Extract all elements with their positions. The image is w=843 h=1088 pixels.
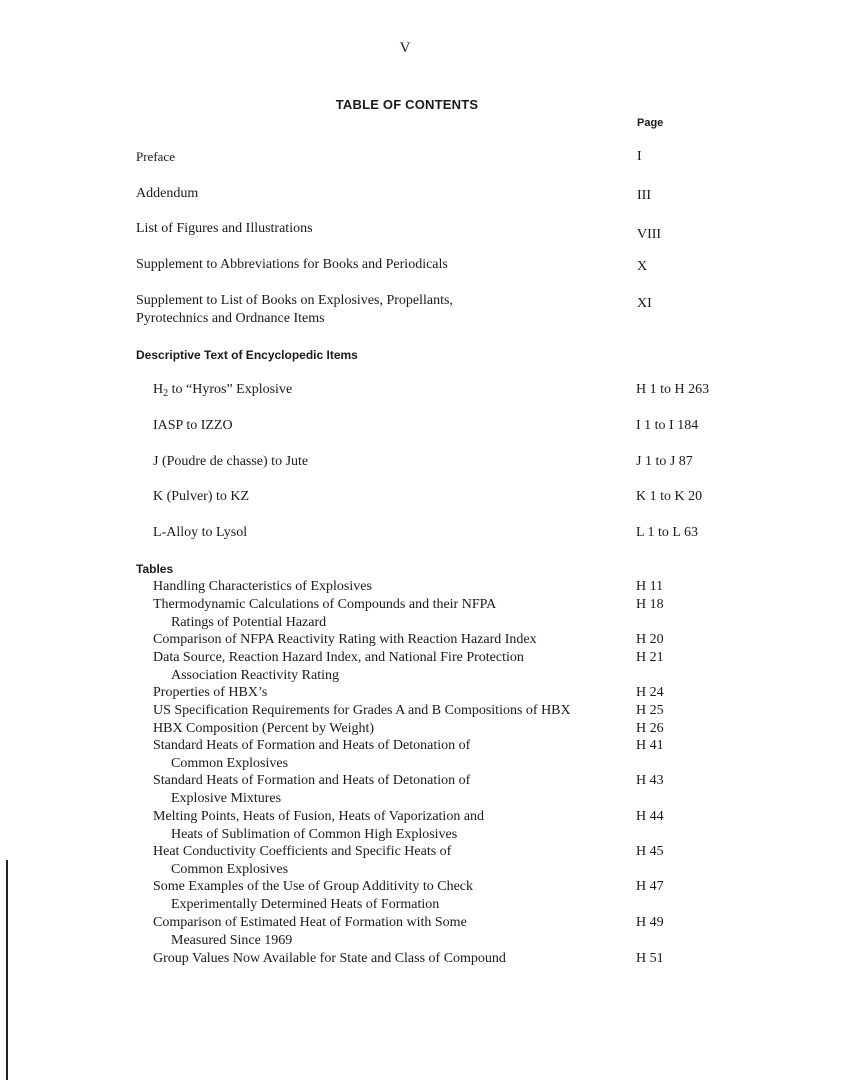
entry-label: Addendum [136,186,199,201]
table-entry [153,702,571,720]
entry-label-prefix: H [153,382,164,397]
entry-page: I [637,149,642,164]
toc-entry-supplement-abbreviations [136,256,448,274]
table-entry-page: H 47 [636,879,664,894]
entry-label-rest: to “Hyros” Explosive [168,382,293,397]
table-entry [153,808,484,843]
table-entry-title-continuation: Explosive Mixtures [171,790,282,806]
entry-label: Supplement to List of Books on Explosives, Propellants, [136,293,453,308]
table-entry [153,914,467,949]
scan-edge-line [6,860,8,1080]
entry-page: L 1 to L 63 [636,525,698,540]
toc-entry-preface [136,148,175,166]
entry-page: X [637,259,648,274]
table-entry-title-continuation: Association Reactivity Rating [171,667,339,683]
table-entry-title: Comparison of NFPA Reactivity Rating with Reaction Hazard Index [153,632,537,647]
page-column-header: Page [637,117,664,129]
table-entry [153,878,473,913]
toc-entry-j-items [153,453,308,471]
section-heading-descriptive: Descriptive Text of Encyclopedic Items [136,348,358,362]
toc-entry-l-items [153,524,247,542]
table-entry [153,843,451,878]
table-entry-title: Handling Characteristics of Explosives [153,579,372,594]
table-entry [153,596,496,631]
entry-page: J 1 to J 87 [636,454,693,469]
entry-label: L-Alloy to Lysol [153,525,248,540]
table-entry-title: HBX Composition (Percent by Weight) [153,721,375,736]
entry-label-continuation: Pyrotechnics and Ordnance Items [136,311,325,326]
table-entry-page: H 41 [636,738,664,753]
entry-label: Preface [136,149,175,164]
entry-page: I 1 to I 184 [636,418,699,433]
table-entry [153,684,267,702]
section-heading-tables: Tables [136,562,174,576]
table-entry [153,950,506,968]
table-entry-title: Thermodynamic Calculations of Compounds and their NFPA [153,597,497,612]
table-entry-page: H 51 [636,951,664,966]
table-entry-title: Properties of HBX’s [153,685,268,700]
entry-label: K (Pulver) to KZ [153,489,250,504]
table-entry [153,772,470,807]
table-entry-title: Heat Conductivity Coefficients and Specific Heats of [153,844,452,859]
table-entry-title: Some Examples of the Use of Group Additivity to Check [153,879,474,894]
table-entry-title-continuation: Ratings of Potential Hazard [171,614,327,630]
table-entry-title: Comparison of Estimated Heat of Formation with Some [153,915,467,930]
toc-entry-addendum [136,185,198,203]
table-entry-page: H 49 [636,915,664,930]
table-entry [153,737,470,772]
table-entry-title: Melting Points, Heats of Fusion, Heats of Vaporization and [153,809,485,824]
table-entry-page: H 25 [636,703,664,718]
table-entry-page: H 21 [636,650,664,665]
toc-entry-k-items [153,488,249,506]
table-entry-title: Standard Heats of Formation and Heats of Detonation of [153,773,471,788]
toc-entry-h-items [153,381,292,403]
table-entry-page: H 45 [636,844,664,859]
table-entry-page: H 11 [636,579,664,594]
entry-page: VIII [637,227,662,242]
entry-label: List of Figures and Illustrations [136,221,313,236]
toc-entry-supplement-books [136,292,453,328]
toc-entry-list-of-figures [136,220,313,238]
toc-entry-i-items [153,417,233,435]
table-entry-page: H 18 [636,597,664,612]
entry-page: H 1 to H 263 [636,382,710,397]
table-entry-title-continuation: Experimentally Determined Heats of Formation [171,896,440,912]
table-entry-page: H 43 [636,773,664,788]
table-entry [153,631,537,649]
page-number: V [399,40,411,56]
table-entry-page: H 20 [636,632,664,647]
entry-page: K 1 to K 20 [636,489,703,504]
table-entry-title-continuation: Measured Since 1969 [171,932,293,948]
entry-label: J (Poudre de chasse) to Jute [153,454,309,469]
entry-page: XI [637,296,652,311]
table-entry [153,649,524,684]
entry-label-subscript: 2 [163,388,169,399]
table-entry [153,720,374,738]
table-entry-title: Standard Heats of Formation and Heats of Detonation of [153,738,471,753]
toc-title: TABLE OF CONTENTS [335,97,479,112]
table-entry-title-continuation: Common Explosives [171,755,289,771]
table-entry-page: H 44 [636,809,664,824]
entry-page: III [637,188,651,203]
table-entry-title-continuation: Common Explosives [171,861,289,877]
table-entry-title: Data Source, Reaction Hazard Index, and National Fire Protection [153,650,524,665]
entry-label: Supplement to Abbreviations for Books and Periodicals [136,257,448,272]
table-entry-title: Group Values Now Available for State and Class of Compound [153,951,506,966]
table-entry-title: US Specification Requirements for Grades A and B Compositions of HBX [153,703,571,718]
table-entry-page: H 26 [636,721,664,736]
table-entry-title-continuation: Heats of Sublimation of Common High Explosives [171,826,458,842]
table-entry [153,578,372,596]
table-entry-page: H 24 [636,685,664,700]
entry-label: IASP to IZZO [153,418,233,433]
